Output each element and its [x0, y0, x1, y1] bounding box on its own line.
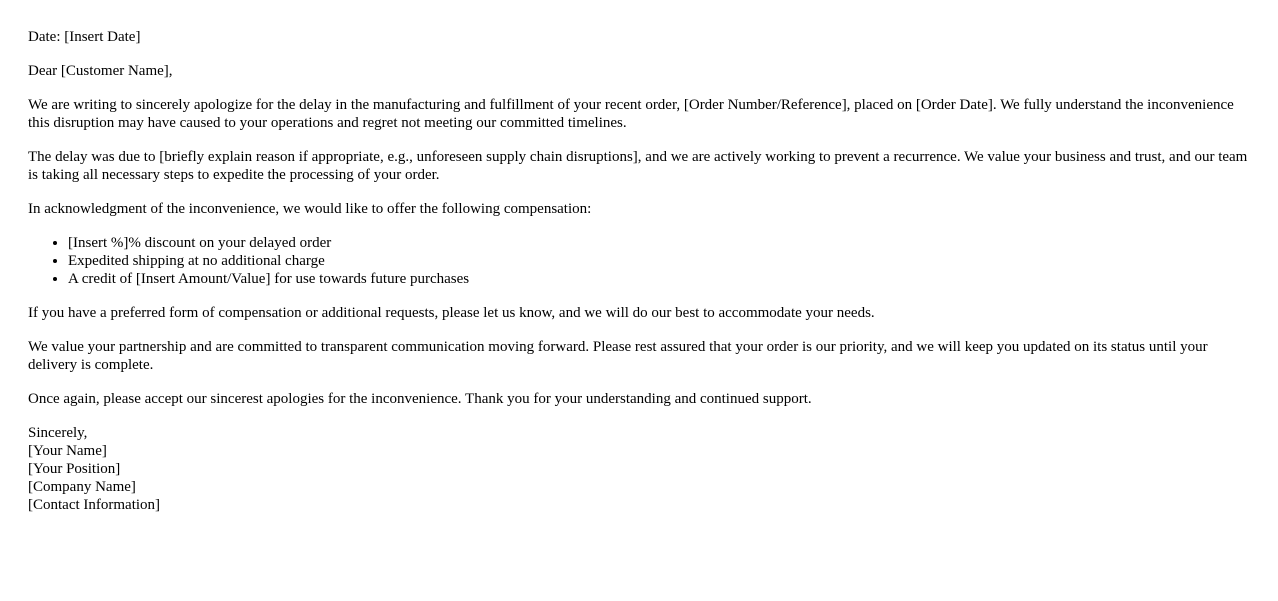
salutation: Dear [Customer Name],: [28, 63, 173, 79]
body-paragraph-final-apology: Once again, please accept our sincerest apologies for the inconvenience. Thank you for your understanding and continued support.: [28, 391, 812, 407]
body-paragraph-partnership: We value your partnership and are committed to transparent communication moving forward. Please rest assured that your order is our priority, and we will keep you updated on its status until your delivery is complete.: [28, 339, 1208, 373]
signature-company: [Company Name]: [28, 479, 136, 495]
letter-document: [28, 28, 1248, 530]
signature-position: [Your Position]: [28, 461, 121, 477]
body-paragraph-reason: The delay was due to [briefly explain reason if appropriate, e.g., unforeseen supply chain disruptions], and we are actively working to prevent a recurrence. We value your business and trust, and our team is taking all necessary steps to expedite the processing of your order.: [28, 149, 1248, 183]
signature-block: [28, 424, 1248, 514]
date-line: Date: [Insert Date]: [28, 29, 141, 45]
compensation-item-shipping: • Expedited shipping at no additional charge: [68, 252, 1248, 270]
body-paragraph-preferences: If you have a preferred form of compensation or additional requests, please let us know, and we will do our best to accommodate your needs.: [28, 305, 875, 321]
signature-name: [Your Name]: [28, 443, 107, 459]
compensation-item-credit: • A credit of [Insert Amount/Value] for use towards future purchases: [68, 270, 1248, 288]
signature-closing: Sincerely,: [28, 425, 88, 441]
body-paragraph-compensation-intro: In acknowledgment of the inconvenience, we would like to offer the following compensation:: [28, 201, 592, 217]
body-paragraph-apology: We are writing to sincerely apologize for the delay in the manufacturing and fulfillment of your recent order, [Order Number/Reference], placed on [Order Date]. We fully understand the inconvenience this disruption may have caused to your operations and regret not meeting our committed timelines.: [28, 97, 1234, 131]
compensation-list: [28, 234, 1248, 288]
compensation-item-discount: • [Insert %]% discount on your delayed order: [68, 234, 1248, 252]
signature-contact: [Contact Information]: [28, 497, 161, 513]
